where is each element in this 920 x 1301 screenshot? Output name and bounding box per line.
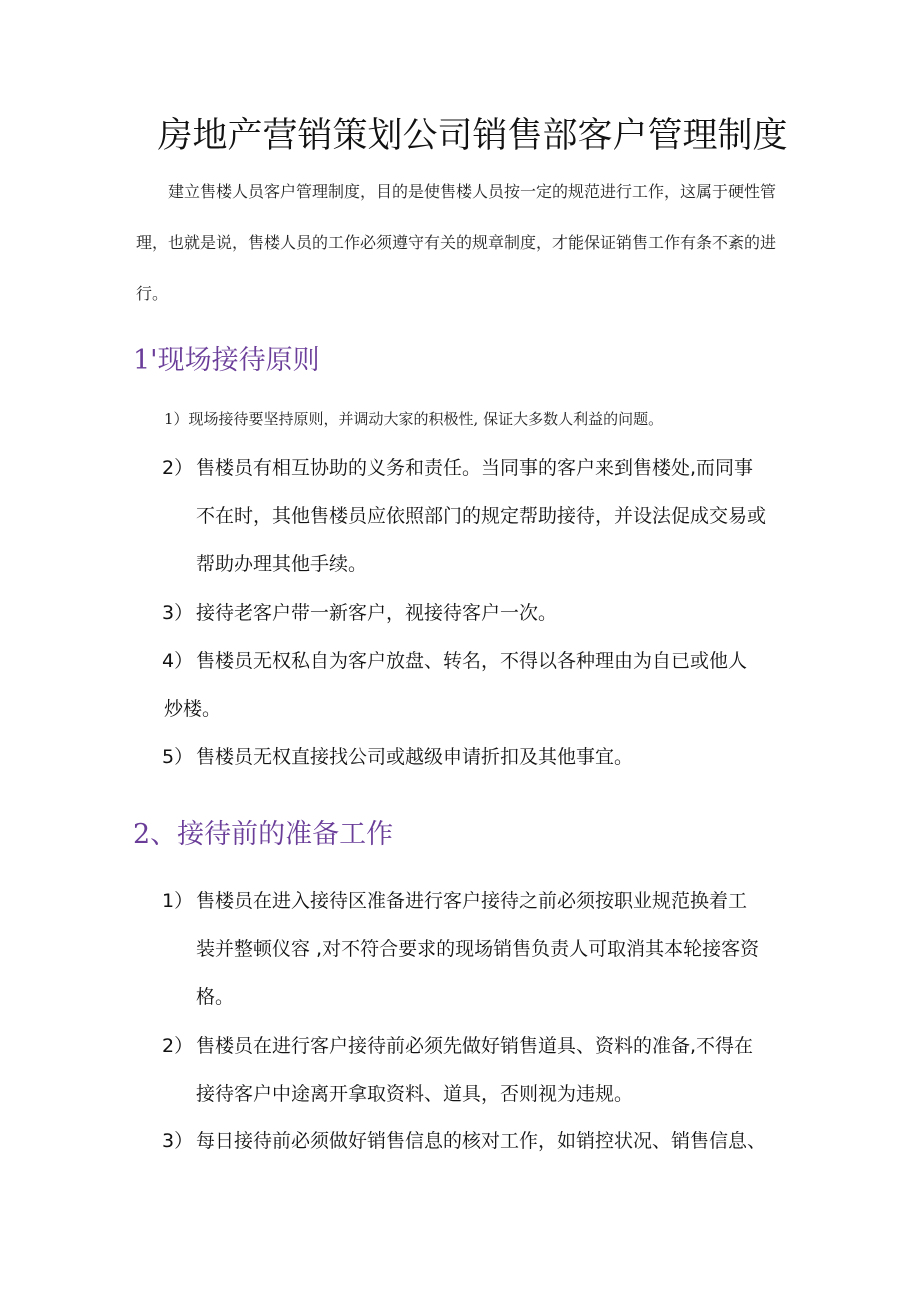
section-1-item-1: 1）现场接待要坚持原则，并调动大家的积极性, 保证大多数人利益的问题。	[164, 410, 664, 428]
item-text: 帮助办理其他手续。	[196, 553, 368, 575]
item-text: 售楼员在进入接待区准备进行客户接待之前必须按职业规范换着工	[196, 890, 748, 912]
item-number: 4）	[162, 650, 194, 672]
section-2-item-1	[162, 877, 759, 1021]
item-number: 3）	[162, 1130, 194, 1152]
section-2-item-3	[162, 1117, 766, 1165]
section-1-heading: 1'现场接待原则	[133, 345, 320, 376]
section-1-item-4	[162, 637, 747, 733]
item-text: 售楼员无权私自为客户放盘、转名，不得以各种理由为自已或他人	[196, 650, 748, 672]
item-text: 接待老客户带一新客户，视接待客户一次。	[196, 602, 558, 624]
item-text: 炒楼。	[164, 698, 222, 720]
item-text: 售楼员无权直接找公司或越级申请折扣及其他事宜。	[196, 746, 634, 768]
document-title: 房地产营销策划公司销售部客户管理制度	[157, 116, 788, 156]
item-text: 售楼员有相互协助的义务和责任。当同事的客户来到售楼处,而同事	[196, 457, 754, 479]
item-number: 3）	[162, 602, 194, 624]
item-text: 装并整顿仪容 ,对不符合要求的现场销售负责人可取消其本轮接客资	[196, 938, 760, 960]
item-text: 每日接待前必须做好销售信息的核对工作，如销控状况、销售信息、	[196, 1130, 767, 1152]
item-text: 不在时，其他售楼员应依照部门的规定帮助接待，并设法促成交易或	[196, 505, 767, 527]
item-number: 1）	[162, 890, 194, 912]
item-text: 接待客户中途离开拿取资料、道具，否则视为违规。	[196, 1083, 634, 1105]
item-number: 5）	[162, 746, 194, 768]
section-2-item-2	[162, 1022, 753, 1118]
item-text: 售楼员在进行客户接待前必须先做好销售道具、资料的准备,不得在	[196, 1035, 754, 1057]
item-text: 格。	[196, 986, 235, 1008]
section-2-heading: 2、接待前的准备工作	[133, 819, 394, 850]
item-number: 2）	[162, 1035, 194, 1057]
intro-paragraph: 建立售楼人员客户管理制度，目的是使售楼人员按一定的规范进行工作，这属于硬性管理，也就是说，售楼人员的工作必须遵守有关的规章制度，才能保证销售工作有条不紊的进行。	[136, 182, 777, 303]
section-1-item-3	[162, 589, 557, 637]
section-1-item-5	[162, 733, 633, 781]
item-number: 2）	[162, 457, 194, 479]
section-1-item-2	[162, 444, 766, 588]
